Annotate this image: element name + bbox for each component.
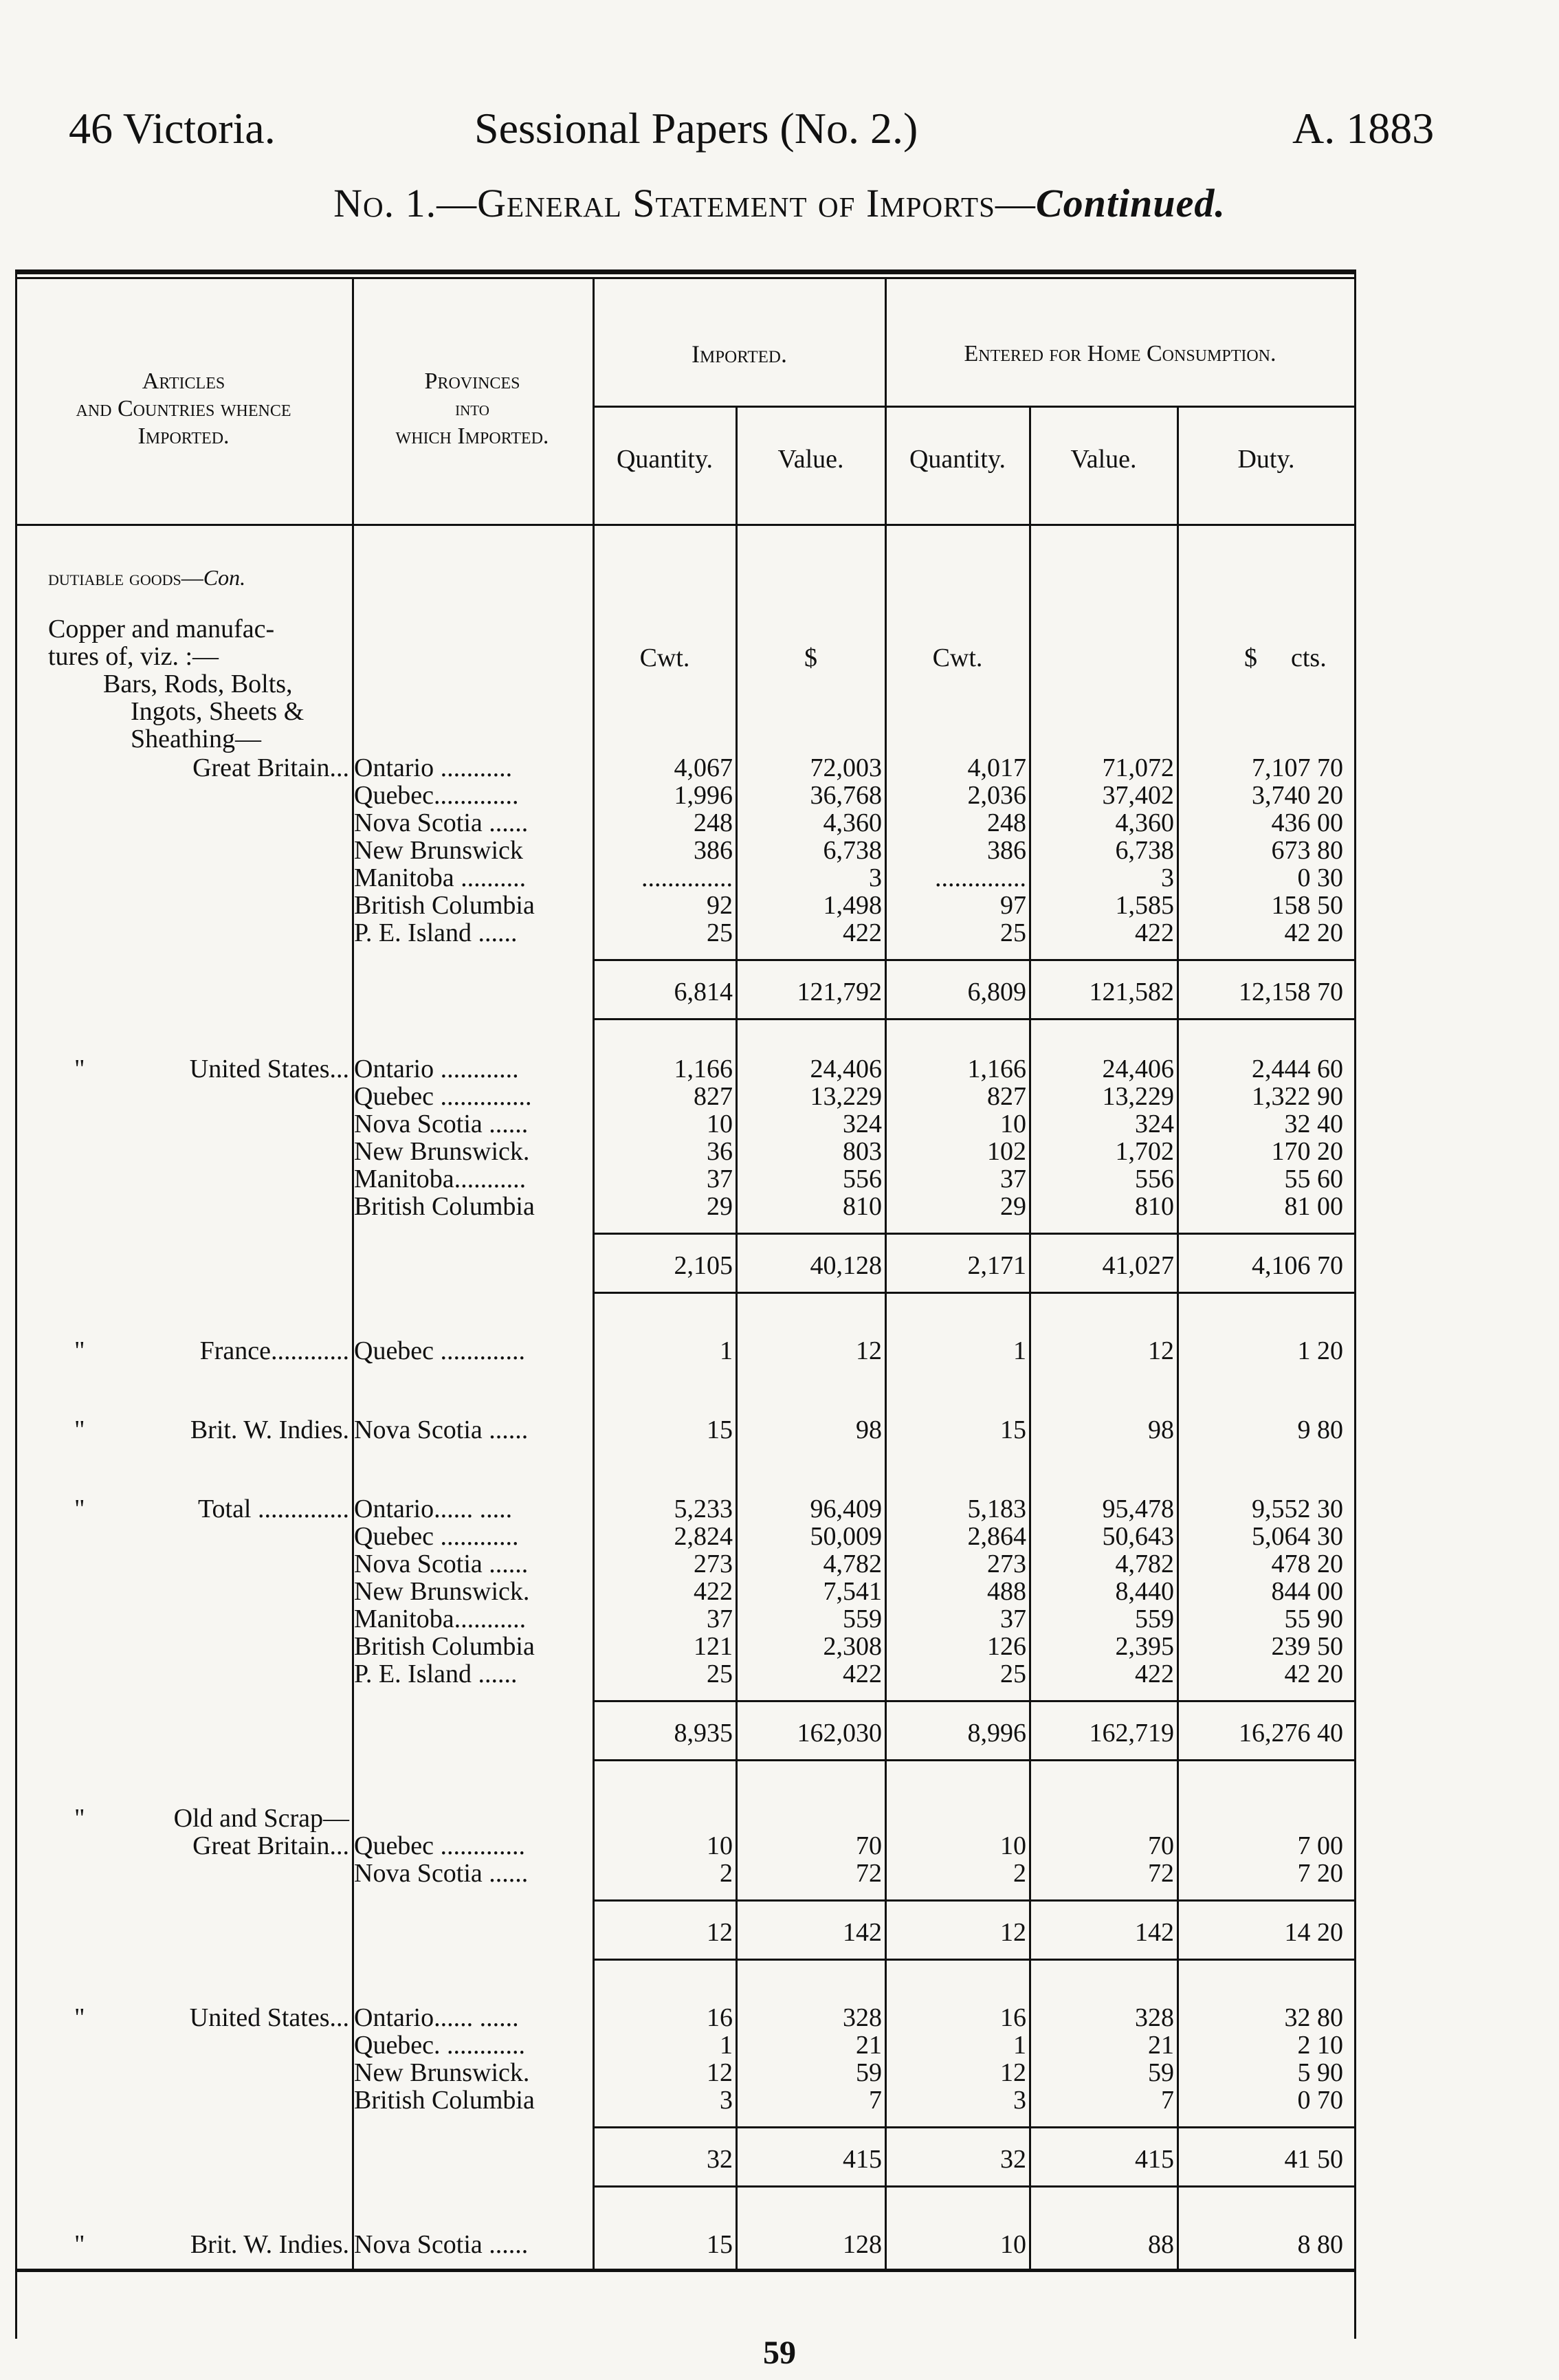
imp-value-cell: 810 bbox=[843, 1192, 882, 1221]
duty-cell: 158 50 bbox=[1271, 891, 1343, 920]
duty-cell: 32 40 bbox=[1284, 1110, 1343, 1138]
unit-cts: cts. bbox=[1291, 643, 1327, 672]
total-imp-value-cell: 121,792 bbox=[797, 978, 882, 1006]
total-imp-quantity-cell: 2,105 bbox=[674, 1251, 733, 1280]
province-cell: Ontario ............ bbox=[354, 1055, 519, 1083]
duty-cell: 55 90 bbox=[1284, 1605, 1343, 1633]
subtotal-rule-bottom bbox=[594, 1759, 1354, 1761]
subtotal-rule bbox=[594, 1700, 1354, 1702]
ent-value-cell: 37,402 bbox=[1102, 781, 1174, 810]
ent-quantity-cell: .............. bbox=[935, 863, 1026, 892]
article-line-4: Ingots, Sheets & bbox=[131, 697, 305, 726]
imp-quantity-cell: 37 bbox=[707, 1605, 733, 1633]
ent-quantity-cell: 386 bbox=[987, 836, 1026, 865]
province-cell: Ontario...... ..... bbox=[354, 1495, 513, 1523]
ent-value-cell: 6,738 bbox=[1115, 836, 1174, 865]
total-imp-value-cell: 40,128 bbox=[810, 1251, 882, 1280]
total-imp-value-cell: 162,030 bbox=[797, 1719, 882, 1748]
province-cell: Ontario...... ...... bbox=[354, 2003, 519, 2032]
imp-quantity-cell: 29 bbox=[707, 1192, 733, 1221]
province-cell: New Brunswick. bbox=[354, 1137, 530, 1166]
imp-quantity-cell: 1,996 bbox=[674, 781, 733, 810]
imp-quantity-cell: 15 bbox=[707, 1415, 733, 1444]
provinces-heading-1: Provinces bbox=[424, 368, 520, 394]
ent-quantity-cell: 248 bbox=[987, 808, 1026, 837]
ent-value-cell: 50,643 bbox=[1102, 1522, 1174, 1551]
ent-value-cell: 98 bbox=[1148, 1415, 1174, 1444]
ent-value-cell: 556 bbox=[1135, 1165, 1174, 1193]
total-duty-cell: 12,158 70 bbox=[1239, 978, 1343, 1006]
total-ent-quantity-cell: 32 bbox=[1000, 2145, 1026, 2174]
imp-value-cell: 96,409 bbox=[810, 1495, 882, 1523]
imp-value-cell: 324 bbox=[843, 1110, 882, 1138]
province-cell: Quebec. ............ bbox=[354, 2031, 526, 2060]
subtotal-rule-bottom bbox=[594, 1959, 1354, 1961]
imp-quantity-cell: 37 bbox=[707, 1165, 733, 1193]
ditto-mark: " bbox=[74, 2230, 85, 2259]
duty-cell: 1,322 90 bbox=[1252, 1082, 1343, 1111]
province-cell: Manitoba .......... bbox=[354, 863, 527, 892]
province-cell: Nova Scotia ...... bbox=[354, 1415, 529, 1444]
imp-quantity-cell: 15 bbox=[707, 2230, 733, 2259]
imp-quantity-cell: 12 bbox=[707, 2058, 733, 2087]
imp-quantity-cell: 4,067 bbox=[674, 753, 733, 782]
ent-quantity-cell: 25 bbox=[1000, 1660, 1026, 1688]
imp-value-cell: 72 bbox=[856, 1859, 882, 1888]
articles-heading-1: Articles bbox=[142, 368, 225, 394]
imp-value-cell: 1,498 bbox=[823, 891, 882, 920]
origin-country-label-2: Great Britain... bbox=[192, 1831, 349, 1860]
imp-quantity-cell: 386 bbox=[694, 836, 733, 865]
table-top-rule-thin bbox=[15, 277, 1356, 279]
ent-quantity-cell: 25 bbox=[1000, 918, 1026, 947]
origin-country-label: United States... bbox=[189, 1055, 349, 1083]
header-right: A. 1883 bbox=[1292, 104, 1435, 153]
total-imp-value-cell: 142 bbox=[843, 1918, 882, 1947]
ent-value-cell: 7 bbox=[1161, 2086, 1174, 2115]
ent-quantity-cell: 29 bbox=[1000, 1192, 1026, 1221]
province-cell: Nova Scotia ...... bbox=[354, 1110, 529, 1138]
table-left-border bbox=[15, 269, 17, 2339]
imp-quantity-cell: 2,824 bbox=[674, 1522, 733, 1551]
total-ent-quantity-cell: 8,996 bbox=[967, 1719, 1026, 1748]
imp-value-cell: 24,406 bbox=[810, 1055, 882, 1083]
page-number: 59 bbox=[763, 2335, 796, 2371]
articles-heading-2: and Countries whence bbox=[76, 396, 291, 421]
ditto-mark: " bbox=[74, 2003, 85, 2032]
articles-heading-3: Imported. bbox=[137, 423, 230, 449]
unit-cwt: Cwt. bbox=[639, 643, 690, 672]
article-line-5: Sheathing— bbox=[131, 725, 261, 753]
subtotal-rule-bottom bbox=[594, 1292, 1354, 1294]
ditto-mark: " bbox=[74, 1415, 85, 1444]
ent-value-cell: 71,072 bbox=[1102, 753, 1174, 782]
ent-quantity-cell: 10 bbox=[1000, 2230, 1026, 2259]
total-ent-value-cell: 121,582 bbox=[1089, 978, 1174, 1006]
duty-cell: 436 00 bbox=[1271, 808, 1343, 837]
ent-value-cell: 1,702 bbox=[1115, 1137, 1174, 1166]
duty-cell: 673 80 bbox=[1271, 836, 1343, 865]
ent-value-cell: 810 bbox=[1135, 1192, 1174, 1221]
subtotal-rule bbox=[594, 1899, 1354, 1902]
imp-value-cell: 422 bbox=[843, 1660, 882, 1688]
ent-quantity-cell: 37 bbox=[1000, 1165, 1026, 1193]
duty-cell: 2,444 60 bbox=[1252, 1055, 1343, 1083]
ent-quantity-cell: 273 bbox=[987, 1550, 1026, 1578]
unit-dollar: $ bbox=[804, 643, 817, 672]
ent-quantity-cell: 5,183 bbox=[967, 1495, 1026, 1523]
duty-cell: 81 00 bbox=[1284, 1192, 1343, 1221]
duty-cell: 0 30 bbox=[1297, 863, 1343, 892]
table-right-border bbox=[1354, 269, 1356, 2339]
subtotal-rule bbox=[594, 959, 1354, 961]
province-cell: Ontario ........... bbox=[354, 753, 513, 782]
origin-country-label: Old and Scrap— bbox=[173, 1804, 349, 1833]
province-cell: British Columbia bbox=[354, 1192, 535, 1221]
ent-quantity-cell: 2,036 bbox=[967, 781, 1026, 810]
total-duty-cell: 4,106 70 bbox=[1252, 1251, 1343, 1280]
ent-value-cell: 59 bbox=[1148, 2058, 1174, 2087]
unit-dollar-2: $ bbox=[1244, 643, 1257, 672]
page-subtitle: No. 1.—General Statement of Imports—Continued. bbox=[333, 181, 1226, 225]
imp-value-cell: 7,541 bbox=[823, 1577, 882, 1606]
ent-value-cell: 1,585 bbox=[1115, 891, 1174, 920]
imp-value-cell: 556 bbox=[843, 1165, 882, 1193]
imp-value-cell: 4,782 bbox=[823, 1550, 882, 1578]
ent-quantity-cell: 2,864 bbox=[967, 1522, 1026, 1551]
ent-quantity-cell: 16 bbox=[1000, 2003, 1026, 2032]
ent-quantity-cell: 102 bbox=[987, 1137, 1026, 1166]
unit-cwt-2: Cwt. bbox=[932, 643, 983, 672]
ent-value-cell: 328 bbox=[1135, 2003, 1174, 2032]
subtotal-rule-bottom bbox=[594, 1018, 1354, 1020]
ent-value-cell: 2,395 bbox=[1115, 1632, 1174, 1661]
quantity-heading: Quantity. bbox=[616, 445, 713, 474]
table-bottom-rule bbox=[15, 2269, 1356, 2272]
duty-cell: 5 90 bbox=[1297, 2058, 1343, 2087]
total-imp-quantity-cell: 8,935 bbox=[674, 1719, 733, 1748]
imp-quantity-cell: 273 bbox=[694, 1550, 733, 1578]
imp-value-cell: 98 bbox=[856, 1415, 882, 1444]
province-cell: New Brunswick bbox=[354, 836, 523, 865]
ent-quantity-cell: 12 bbox=[1000, 2058, 1026, 2087]
ent-value-cell: 72 bbox=[1148, 1859, 1174, 1888]
ent-value-cell: 88 bbox=[1148, 2230, 1174, 2259]
imported-heading: Imported. bbox=[692, 340, 787, 368]
provinces-heading-2: into bbox=[455, 397, 489, 420]
duty-cell: 844 00 bbox=[1271, 1577, 1343, 1606]
ent-quantity-cell: 10 bbox=[1000, 1831, 1026, 1860]
origin-country-label: Total .............. bbox=[197, 1495, 349, 1523]
ent-value-cell: 559 bbox=[1135, 1605, 1174, 1633]
total-ent-value-cell: 142 bbox=[1135, 1918, 1174, 1947]
imp-quantity-cell: 10 bbox=[707, 1110, 733, 1138]
total-ent-quantity-cell: 2,171 bbox=[967, 1251, 1026, 1280]
province-cell: P. E. Island ...... bbox=[354, 1660, 518, 1688]
ent-quantity-cell: 488 bbox=[987, 1577, 1026, 1606]
header-center: Sessional Papers (No. 2.) bbox=[474, 104, 918, 153]
province-cell: Nova Scotia ...... bbox=[354, 2230, 529, 2259]
imp-quantity-cell: 16 bbox=[707, 2003, 733, 2032]
total-duty-cell: 16,276 40 bbox=[1239, 1719, 1343, 1748]
province-cell: Nova Scotia ...... bbox=[354, 1550, 529, 1578]
imp-value-cell: 4,360 bbox=[823, 808, 882, 837]
quantity2-heading: Quantity. bbox=[909, 445, 1006, 474]
ent-quantity-cell: 10 bbox=[1000, 1110, 1026, 1138]
ent-value-cell: 95,478 bbox=[1102, 1495, 1174, 1523]
province-cell: Quebec ............. bbox=[354, 1831, 526, 1860]
ent-value-cell: 24,406 bbox=[1102, 1055, 1174, 1083]
imp-quantity-cell: 121 bbox=[694, 1632, 733, 1661]
province-cell: Quebec ............. bbox=[354, 1336, 526, 1365]
ent-quantity-cell: 2 bbox=[1013, 1859, 1026, 1888]
province-cell: British Columbia bbox=[354, 1632, 535, 1661]
ent-quantity-cell: 1 bbox=[1013, 1336, 1026, 1365]
imp-quantity-cell: 827 bbox=[694, 1082, 733, 1111]
ent-quantity-cell: 126 bbox=[987, 1632, 1026, 1661]
imp-value-cell: 21 bbox=[856, 2031, 882, 2060]
ditto-mark: " bbox=[74, 1336, 85, 1365]
imp-quantity-cell: 92 bbox=[707, 891, 733, 920]
imp-quantity-cell: 36 bbox=[707, 1137, 733, 1166]
imp-quantity-cell: 1 bbox=[720, 1336, 733, 1365]
province-cell: Nova Scotia ...... bbox=[354, 808, 529, 837]
imp-value-cell: 328 bbox=[843, 2003, 882, 2032]
duty-cell: 9,552 30 bbox=[1252, 1495, 1343, 1523]
provinces-heading-3: which Imported. bbox=[395, 423, 549, 449]
duty-cell: 42 20 bbox=[1284, 1660, 1343, 1688]
article-line-3: Bars, Rods, Bolts, bbox=[103, 670, 293, 698]
province-cell: Manitoba........... bbox=[354, 1605, 527, 1633]
duty-cell: 7 20 bbox=[1297, 1859, 1343, 1888]
duty-cell: 8 80 bbox=[1297, 2230, 1343, 2259]
ent-quantity-cell: 1 bbox=[1013, 2031, 1026, 2060]
origin-country-label: France............ bbox=[199, 1336, 349, 1365]
imp-value-cell: 3 bbox=[869, 863, 882, 892]
imp-quantity-cell: 248 bbox=[694, 808, 733, 837]
article-line-1: Copper and manufac- bbox=[48, 615, 275, 643]
ent-value-cell: 324 bbox=[1135, 1110, 1174, 1138]
duty-cell: 478 20 bbox=[1271, 1550, 1343, 1578]
origin-country-label: Brit. W. Indies. bbox=[190, 1415, 349, 1444]
duty-cell: 7 00 bbox=[1297, 1831, 1343, 1860]
duty-cell: 170 20 bbox=[1271, 1137, 1343, 1166]
province-cell: New Brunswick. bbox=[354, 1577, 530, 1606]
ent-value-cell: 8,440 bbox=[1115, 1577, 1174, 1606]
ent-quantity-cell: 3 bbox=[1013, 2086, 1026, 2115]
ent-value-cell: 13,229 bbox=[1102, 1082, 1174, 1111]
province-cell: Quebec .............. bbox=[354, 1082, 532, 1111]
province-cell: Quebec ............ bbox=[354, 1522, 519, 1551]
ent-quantity-cell: 15 bbox=[1000, 1415, 1026, 1444]
ditto-mark: " bbox=[74, 1804, 85, 1833]
duty-cell: 239 50 bbox=[1271, 1632, 1343, 1661]
subtotal-rule-bottom bbox=[594, 2185, 1354, 2188]
total-imp-quantity-cell: 6,814 bbox=[674, 978, 733, 1006]
origin-country-label: Great Britain... bbox=[192, 753, 349, 782]
ent-quantity-cell: 4,017 bbox=[967, 753, 1026, 782]
total-duty-cell: 41 50 bbox=[1284, 2145, 1343, 2174]
total-imp-value-cell: 415 bbox=[843, 2145, 882, 2174]
header-subrule bbox=[593, 406, 1354, 408]
ent-value-cell: 12 bbox=[1148, 1336, 1174, 1365]
value-heading: Value. bbox=[777, 445, 844, 474]
ent-value-cell: 70 bbox=[1148, 1831, 1174, 1860]
province-cell: Manitoba........... bbox=[354, 1165, 527, 1193]
total-ent-quantity-cell: 12 bbox=[1000, 1918, 1026, 1947]
province-cell: P. E. Island ...... bbox=[354, 918, 518, 947]
province-cell: British Columbia bbox=[354, 891, 535, 920]
total-imp-quantity-cell: 32 bbox=[707, 2145, 733, 2174]
imp-value-cell: 13,229 bbox=[810, 1082, 882, 1111]
ent-value-cell: 21 bbox=[1148, 2031, 1174, 2060]
entered-heading: Entered for Home Consumption. bbox=[964, 341, 1276, 366]
imp-value-cell: 2,308 bbox=[823, 1632, 882, 1661]
imp-quantity-cell: 25 bbox=[707, 1660, 733, 1688]
imp-quantity-cell: 422 bbox=[694, 1577, 733, 1606]
province-cell: Quebec............. bbox=[354, 781, 519, 810]
duty-cell: 5,064 30 bbox=[1252, 1522, 1343, 1551]
duty-cell: 1 20 bbox=[1297, 1336, 1343, 1365]
imp-value-cell: 59 bbox=[856, 2058, 882, 2087]
imp-quantity-cell: 2 bbox=[720, 1859, 733, 1888]
subtotal-rule bbox=[594, 1233, 1354, 1235]
ent-quantity-cell: 1,166 bbox=[967, 1055, 1026, 1083]
imp-value-cell: 6,738 bbox=[823, 836, 882, 865]
imp-quantity-cell: 3 bbox=[720, 2086, 733, 2115]
imp-quantity-cell: .............. bbox=[641, 863, 733, 892]
ent-value-cell: 422 bbox=[1135, 1660, 1174, 1688]
ent-value-cell: 4,360 bbox=[1115, 808, 1174, 837]
imp-value-cell: 559 bbox=[843, 1605, 882, 1633]
imp-quantity-cell: 5,233 bbox=[674, 1495, 733, 1523]
total-ent-value-cell: 415 bbox=[1135, 2145, 1174, 2174]
ent-quantity-cell: 37 bbox=[1000, 1605, 1026, 1633]
origin-country-label: United States... bbox=[189, 2003, 349, 2032]
imp-value-cell: 70 bbox=[856, 1831, 882, 1860]
ent-value-cell: 4,782 bbox=[1115, 1550, 1174, 1578]
duty-cell: 0 70 bbox=[1297, 2086, 1343, 2115]
imp-value-cell: 422 bbox=[843, 918, 882, 947]
duty-cell: 55 60 bbox=[1284, 1165, 1343, 1193]
section-label: dutiable goods—Con. bbox=[48, 565, 246, 590]
province-cell: British Columbia bbox=[354, 2086, 535, 2115]
duty-cell: 42 20 bbox=[1284, 918, 1343, 947]
imp-value-cell: 128 bbox=[843, 2230, 882, 2259]
ditto-mark: " bbox=[74, 1055, 85, 1083]
ditto-mark: " bbox=[74, 1495, 85, 1523]
ent-quantity-cell: 827 bbox=[987, 1082, 1026, 1111]
duty-cell: 7,107 70 bbox=[1252, 753, 1343, 782]
imp-value-cell: 7 bbox=[869, 2086, 882, 2115]
province-cell: Nova Scotia ...... bbox=[354, 1859, 529, 1888]
duty-cell: 2 10 bbox=[1297, 2031, 1343, 2060]
table-top-rule bbox=[15, 269, 1356, 274]
ent-value-cell: 3 bbox=[1161, 863, 1174, 892]
subtotal-rule bbox=[594, 2126, 1354, 2128]
duty-cell: 9 80 bbox=[1297, 1415, 1343, 1444]
duty-heading: Duty. bbox=[1237, 445, 1295, 474]
total-ent-value-cell: 162,719 bbox=[1089, 1719, 1174, 1748]
ent-value-cell: 422 bbox=[1135, 918, 1174, 947]
total-ent-value-cell: 41,027 bbox=[1102, 1251, 1174, 1280]
total-ent-quantity-cell: 6,809 bbox=[967, 978, 1026, 1006]
imp-quantity-cell: 1 bbox=[720, 2031, 733, 2060]
origin-country-label: Brit. W. Indies. bbox=[190, 2230, 349, 2259]
article-line-2: tures of, viz. :— bbox=[48, 642, 219, 671]
total-imp-quantity-cell: 12 bbox=[707, 1918, 733, 1947]
col-line-articles bbox=[352, 278, 354, 2269]
imp-quantity-cell: 1,166 bbox=[674, 1055, 733, 1083]
imp-value-cell: 12 bbox=[856, 1336, 882, 1365]
header-bottom-rule bbox=[15, 524, 1354, 526]
imp-quantity-cell: 25 bbox=[707, 918, 733, 947]
province-cell: New Brunswick. bbox=[354, 2058, 530, 2087]
total-duty-cell: 14 20 bbox=[1284, 1918, 1343, 1947]
imp-value-cell: 72,003 bbox=[810, 753, 882, 782]
ent-quantity-cell: 97 bbox=[1000, 891, 1026, 920]
imp-quantity-cell: 10 bbox=[707, 1831, 733, 1860]
duty-cell: 32 80 bbox=[1284, 2003, 1343, 2032]
imp-value-cell: 50,009 bbox=[810, 1522, 882, 1551]
duty-cell: 3,740 20 bbox=[1252, 781, 1343, 810]
imp-value-cell: 36,768 bbox=[810, 781, 882, 810]
imp-value-cell: 803 bbox=[843, 1137, 882, 1166]
header-left: 46 Victoria. bbox=[69, 104, 276, 153]
value2-heading: Value. bbox=[1070, 445, 1137, 474]
